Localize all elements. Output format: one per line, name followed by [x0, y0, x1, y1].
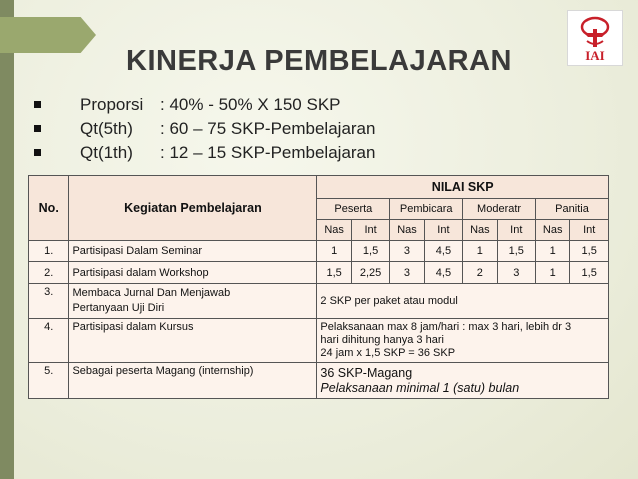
svg-text:IAI: IAI: [585, 48, 605, 63]
page-title: KINERJA PEMBELAJARAN: [126, 45, 512, 77]
row-kegiatan: Partisipasi dalam Workshop: [69, 262, 317, 284]
header-nilai-skp: NILAI SKP: [317, 176, 609, 199]
table-header-row: [29, 176, 609, 199]
header-no: No.: [29, 176, 69, 241]
bullet-square-icon: [34, 125, 41, 132]
row-value: 1: [536, 241, 570, 262]
row-no: 4.: [29, 319, 69, 363]
bullet-value: : 60 – 75 SKP-Pembelajaran: [160, 119, 376, 138]
header-sub: Nas: [536, 220, 570, 241]
bullet-label: Proporsi: [80, 95, 144, 114]
header-group-moderatr: Moderatr: [463, 199, 536, 220]
row-note-line: 36 SKP-Magang: [320, 365, 413, 380]
header-sub: Nas: [390, 220, 424, 241]
table-row: [29, 284, 609, 319]
header-sub: Int: [351, 220, 389, 241]
table-row: [29, 262, 609, 284]
table-row: [29, 319, 609, 363]
header-sub: Nas: [463, 220, 497, 241]
bullet-label: Qt(1th): [80, 143, 133, 162]
row-value: 2,25: [351, 262, 389, 284]
header-sub: Int: [424, 220, 462, 241]
bullet-square-icon: [34, 101, 41, 108]
row-value: 3: [390, 241, 424, 262]
header-group-pembicara: Pembicara: [390, 199, 463, 220]
row-note-line: 24 jam x 1,5 SKP = 36 SKP: [320, 347, 456, 359]
row-kegiatan: Sebagai peserta Magang (internship): [69, 363, 317, 399]
row-value: 1,5: [497, 241, 535, 262]
row-value: 2: [463, 262, 497, 284]
row-note-line: hari dihitung hanya 3 hari: [320, 334, 444, 346]
row-kegiatan-line: Membaca Jurnal Dan Menjawab: [72, 287, 231, 299]
header-sub: Int: [570, 220, 609, 241]
row-no: 5.: [29, 363, 69, 399]
row-kegiatan: Partisipasi dalam Kursus: [69, 319, 317, 363]
header-sub: Int: [497, 220, 535, 241]
row-kegiatan-line: Pertanyaan Uji Diri: [72, 302, 165, 314]
row-value: 1,5: [351, 241, 389, 262]
row-no: 2.: [29, 262, 69, 284]
row-note: [317, 319, 609, 363]
row-value: 3: [497, 262, 535, 284]
bullet-square-icon: [34, 149, 41, 156]
row-no: 1.: [29, 241, 69, 262]
row-value: 1,5: [317, 262, 351, 284]
row-value: 1,5: [570, 262, 609, 284]
row-value: 1: [317, 241, 351, 262]
header-group-panitia: Panitia: [536, 199, 609, 220]
bullet-value: : 40% - 50% X 150 SKP: [160, 95, 341, 114]
row-kegiatan: Partisipasi Dalam Seminar: [69, 241, 317, 262]
header-sub: Nas: [317, 220, 351, 241]
row-note-line: Pelaksanaan minimal 1 (satu) bulan: [320, 380, 520, 395]
row-value: 4,5: [424, 241, 462, 262]
header-group-peserta: Peserta: [317, 199, 390, 220]
row-note: [317, 363, 609, 399]
table-row: [29, 363, 609, 399]
row-value: 1: [463, 241, 497, 262]
row-no: 3.: [29, 284, 69, 319]
header-kegiatan: Kegiatan Pembelajaran: [69, 176, 317, 241]
bullet-label: Qt(5th): [80, 119, 133, 138]
skp-table: [28, 175, 609, 399]
row-value: 3: [390, 262, 424, 284]
row-value: 1,5: [570, 241, 609, 262]
row-note: 2 SKP per paket atau modul: [317, 284, 609, 319]
row-value: 1: [536, 262, 570, 284]
row-note-line: Pelaksanaan max 8 jam/hari : max 3 hari, lebih dr 3: [320, 321, 572, 333]
row-value: 4,5: [424, 262, 462, 284]
bullet-value: : 12 – 15 SKP-Pembelajaran: [160, 143, 376, 162]
row-kegiatan: [69, 284, 317, 319]
table-row: [29, 241, 609, 262]
